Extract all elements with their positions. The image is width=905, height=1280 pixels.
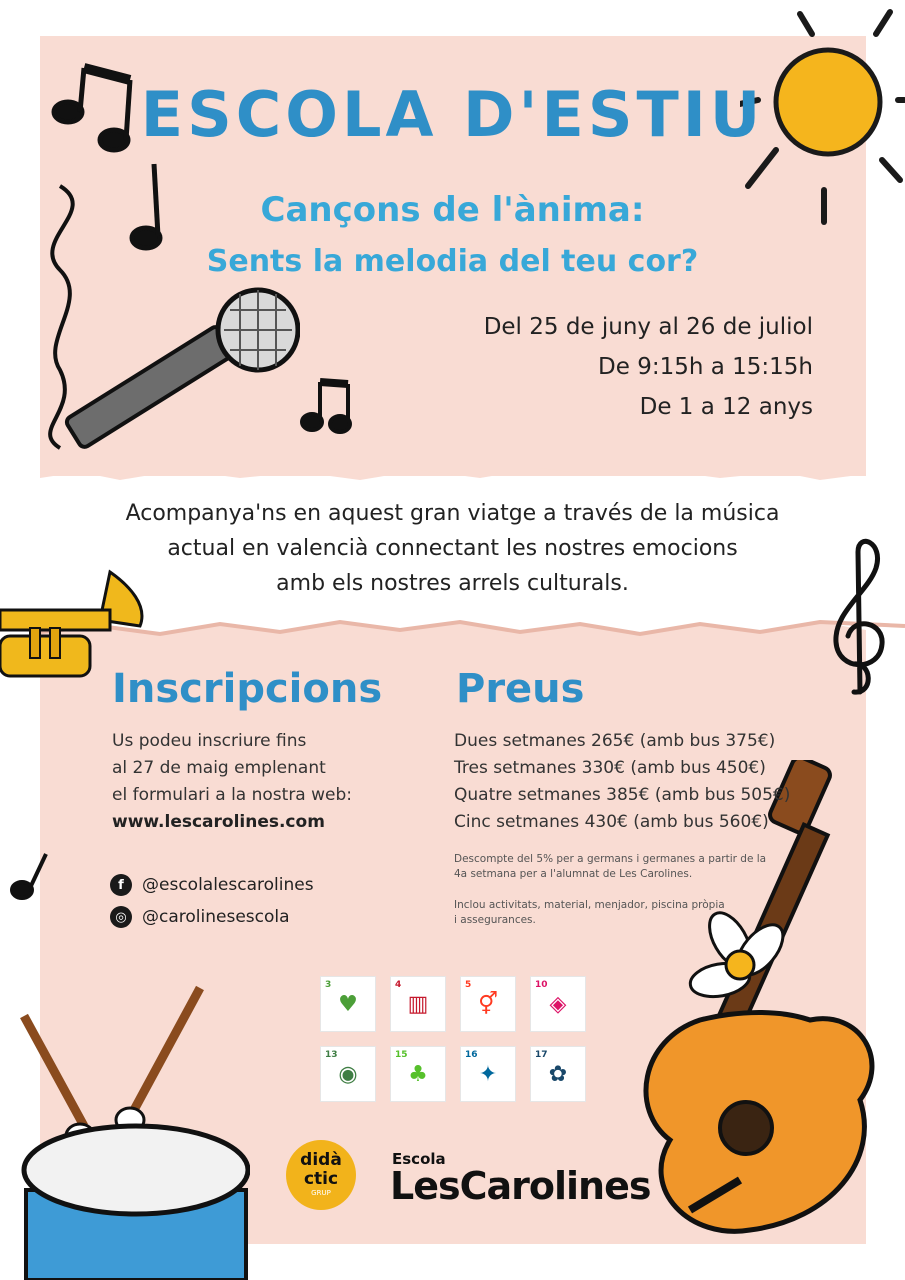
sdg-tile: [460, 1046, 516, 1102]
price-item: Tres setmanes 330€ (amb bus 450€): [454, 758, 766, 778]
schedule-dates: Del 25 de juny al 26 de juliol: [483, 314, 813, 340]
price-item: Quatre setmanes 385€ (amb bus 505€): [454, 785, 791, 805]
sdg-number: 3: [325, 980, 332, 990]
climate-icon: ◉: [338, 1062, 358, 1087]
inscripcions-text: [112, 728, 412, 836]
sdg-number: 15: [395, 1050, 408, 1060]
equality-icon: ◈: [549, 992, 567, 1017]
facebook-row[interactable]: [110, 874, 314, 896]
intro-line: amb els nostres arrels culturals.: [276, 571, 629, 596]
sdg-tile: [320, 1046, 376, 1102]
sdg-tile: [390, 976, 446, 1032]
website-link[interactable]: www.lescarolines.com: [112, 812, 325, 832]
music-note-icon: [298, 372, 358, 438]
sdg-tile: [320, 976, 376, 1032]
instagram-handle: @carolinesescola: [142, 907, 290, 927]
discount-line: Descompte del 5% per a germans i germanes a partir de la: [454, 853, 767, 865]
intro-line: actual en valencià connectant les nostres emocions: [167, 536, 738, 561]
price-item: Dues setmanes 265€ (amb bus 375€): [454, 731, 776, 751]
discount-note: [454, 852, 814, 882]
drum-icon: [0, 980, 250, 1280]
inscripcions-heading: Inscripcions: [112, 666, 383, 712]
includes-line: i assegurances.: [454, 914, 536, 926]
partnership-icon: ✿: [548, 1062, 568, 1087]
gender-icon: ⚥: [478, 992, 498, 1017]
subtitle-line2: Sents la melodia del teu cor?: [206, 244, 699, 279]
didactic-line: ctic: [303, 1169, 339, 1189]
lescarolines-logo: LesCarolines: [390, 1164, 651, 1208]
sdg-grid: [320, 976, 590, 1106]
didactic-line: didà: [300, 1150, 342, 1170]
sdg-number: 17: [535, 1050, 548, 1060]
price-item: Cinc setmanes 430€ (amb bus 560€): [454, 812, 769, 832]
intro-text: [40, 496, 865, 601]
instagram-row[interactable]: [110, 906, 290, 928]
subtitle-line1: Cançons de l'ànima:: [260, 190, 645, 230]
schedule-hours: De 9:15h a 15:15h: [598, 354, 813, 380]
sdg-number: 16: [465, 1050, 478, 1060]
music-note-icon: [8, 850, 54, 904]
inscripcions-line: al 27 de maig emplenant: [112, 758, 326, 778]
sdg-number: 10: [535, 980, 548, 990]
sdg-tile: [530, 976, 586, 1032]
health-icon: ♥: [338, 992, 358, 1017]
discount-line: 4a setmana per a l'alumnat de Les Carolines.: [454, 868, 693, 880]
sdg-tile: [390, 1046, 446, 1102]
dove-icon: ✦: [478, 1062, 498, 1087]
sdg-number: 13: [325, 1050, 338, 1060]
includes-line: Inclou activitats, material, menjador, piscina pròpia: [454, 899, 725, 911]
didactic-logo: [286, 1140, 356, 1210]
price-list: [454, 728, 834, 836]
sdg-number: 4: [395, 980, 402, 990]
intro-line: Acompanya'ns en aquest gran viatge a través de la música: [125, 501, 780, 526]
includes-note: [454, 898, 814, 928]
preus-heading: Preus: [456, 666, 585, 712]
escola-label: Escola: [392, 1150, 446, 1168]
tree-icon: ♣: [408, 1062, 428, 1087]
page-title: ESCOLA D'ESTIU: [140, 78, 765, 151]
book-icon: ▥: [407, 992, 429, 1017]
facebook-icon: f: [110, 874, 132, 896]
didactic-sub: GRUP: [311, 1189, 331, 1197]
sdg-tile: [530, 1046, 586, 1102]
torn-edge-top: [0, 456, 905, 496]
sdg-number: 5: [465, 980, 472, 990]
facebook-handle: @escolalescarolines: [142, 875, 314, 895]
schedule-ages: De 1 a 12 anys: [639, 394, 813, 420]
inscripcions-line: el formulari a la nostra web:: [112, 785, 353, 805]
sdg-tile: [460, 976, 516, 1032]
instagram-icon: ◎: [110, 906, 132, 928]
inscripcions-line: Us podeu inscriure fins: [112, 731, 307, 751]
